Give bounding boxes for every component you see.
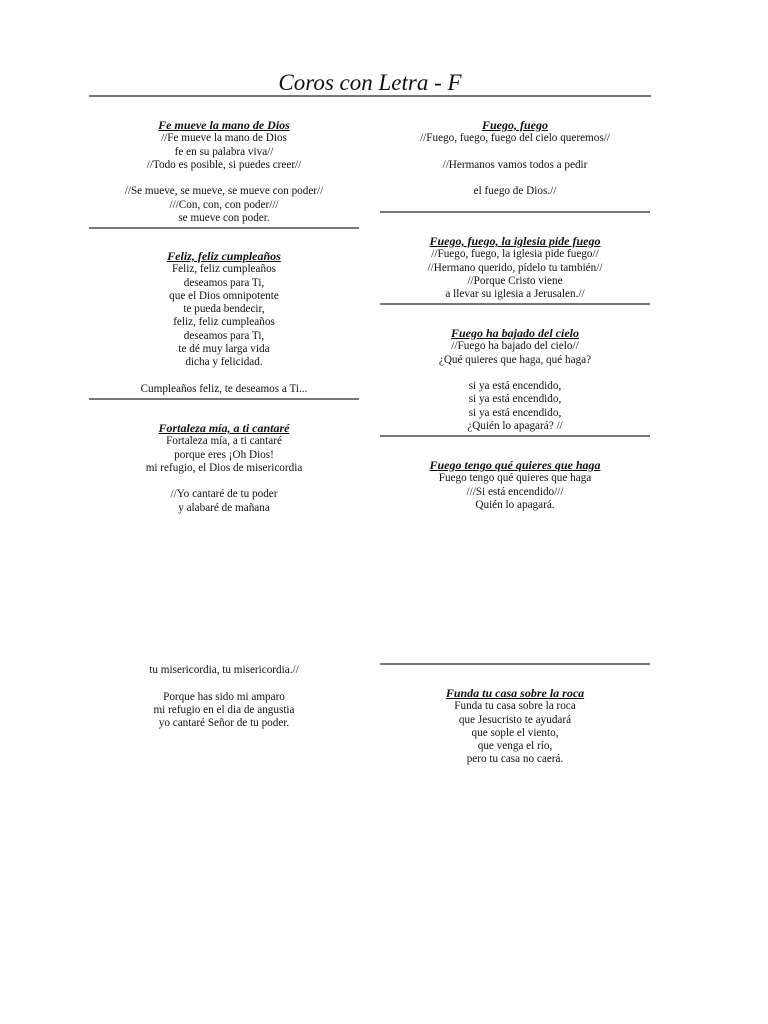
song-fuego-tengo bbox=[380, 459, 650, 512]
lyric-line: te dé muy larga vida bbox=[178, 343, 270, 356]
lyric-line: feliz, feliz cumpleaños bbox=[173, 316, 275, 329]
song-fuego-iglesia bbox=[380, 235, 650, 301]
song-title: Fortaleza mía, a ti cantaré bbox=[158, 421, 290, 435]
song-feliz-cumpleanos bbox=[89, 250, 359, 396]
lyric-line: //Fuego, fuego, la iglesia pide fuego// bbox=[431, 248, 599, 261]
lyric-line: ///Con, con, con poder/// bbox=[169, 198, 279, 211]
lyric-line: Quién lo apagará. bbox=[475, 498, 555, 511]
lyric-line: //Fuego ha bajado del cielo// bbox=[451, 340, 579, 353]
lyric-line bbox=[89, 172, 359, 185]
song-title: Fuego ha bajado del cielo bbox=[451, 326, 579, 340]
song-title: Fuego, fuego, la iglesia pide fuego bbox=[429, 234, 601, 248]
lyric-line: fe en su palabra viva// bbox=[174, 145, 274, 158]
lyric-line: y alabaré de mañana bbox=[178, 501, 270, 514]
lyric-line: //Se mueve, se mueve, se mueve con poder// bbox=[124, 185, 324, 198]
lyric-line: ///Si está encendido/// bbox=[466, 485, 564, 498]
lyric-line: yo cantaré Señor de tu poder. bbox=[158, 717, 290, 730]
lyric-line: el fuego de Dios.// bbox=[473, 185, 557, 198]
lyric-line: porque eres ¡Oh Dios! bbox=[174, 448, 274, 461]
lyric-line: Fuego tengo qué quieres que haga bbox=[438, 472, 592, 485]
song-funda-tu-casa bbox=[380, 687, 650, 767]
lyric-line bbox=[380, 146, 650, 159]
lyric-line: a llevar su iglesia a Jerusalen.// bbox=[445, 288, 585, 301]
lyric-line: Funda tu casa sobre la roca bbox=[454, 700, 576, 713]
lyric-line: Porque has sido mi amparo bbox=[163, 690, 285, 703]
song-title: Funda tu casa sobre la roca bbox=[445, 686, 585, 700]
divider bbox=[89, 398, 359, 400]
lyric-line: tu misericordia, tu misericordia.// bbox=[149, 664, 299, 676]
song-fuego-fuego bbox=[380, 119, 650, 199]
lyric-line: Cumpleaños feliz, te deseamos a Ti... bbox=[140, 382, 308, 395]
lyric-line: //Hermano querido, pídelo tu también// bbox=[427, 261, 603, 274]
lyric-line: si ya está encendido, bbox=[468, 393, 562, 406]
lyric-line: //Hermanos vamos todos a pedir bbox=[442, 158, 588, 171]
lyric-line: si ya está encendido, bbox=[468, 380, 562, 393]
song-fe-mueve bbox=[89, 119, 359, 225]
title-rule bbox=[89, 95, 651, 97]
lyric-line: deseamos para Ti, bbox=[183, 329, 265, 342]
lyric-line bbox=[89, 475, 359, 488]
divider bbox=[89, 227, 359, 229]
song-fuego-bajado bbox=[380, 327, 650, 433]
lyric-line: //Yo cantaré de tu poder bbox=[170, 488, 278, 501]
lyric-line: mi refugio, el Dios de misericordia bbox=[145, 461, 303, 474]
lyric-line: ¿Qué quieres que haga, qué haga? bbox=[438, 353, 592, 366]
lyric-line: deseamos para Ti, bbox=[183, 276, 265, 289]
lyric-line bbox=[89, 677, 359, 690]
lyric-line: si ya está encendido, bbox=[468, 406, 562, 419]
song-fortaleza-mia bbox=[89, 422, 359, 515]
song-title: Fuego tengo qué quieres que haga bbox=[429, 458, 601, 472]
page-title: Coros con Letra - F bbox=[278, 70, 462, 95]
song-title: Fuego, fuego bbox=[482, 118, 548, 132]
song-title: Feliz, feliz cumpleaños bbox=[167, 249, 281, 263]
lyric-line: Feliz, feliz cumpleaños bbox=[171, 263, 277, 276]
divider bbox=[380, 211, 650, 213]
lyric-line: Fortaleza mía, a ti cantaré bbox=[166, 435, 282, 448]
lyric-line: que sople el viento, bbox=[471, 726, 559, 739]
lyric-line: //Porque Cristo viene bbox=[467, 274, 563, 287]
lyric-line bbox=[89, 370, 359, 383]
lyric-line: que Jesucristo te ayudará bbox=[458, 713, 572, 726]
lyric-line: mi refugio en el dia de angustia bbox=[153, 703, 295, 716]
divider bbox=[380, 435, 650, 437]
song-title: Fe mueve la mano de Dios bbox=[158, 118, 290, 132]
divider bbox=[380, 303, 650, 305]
lyric-line: que el Dios omnipotente bbox=[169, 289, 279, 302]
lyric-line: te pueda bendecir, bbox=[183, 303, 265, 316]
lyric-line: pero tu casa no caerá. bbox=[466, 753, 564, 766]
lyric-line: dicha y felicidad. bbox=[185, 356, 263, 369]
lyric-line: se mueve con poder. bbox=[178, 212, 270, 225]
lyric-line bbox=[380, 172, 650, 185]
lyric-line bbox=[380, 367, 650, 380]
lyric-line: //Fe mueve la mano de Dios bbox=[161, 132, 287, 145]
lyric-line: //Todo es posible, si puedes creer// bbox=[146, 158, 302, 171]
lyric-line: //Fuego, fuego, fuego del cielo queremos// bbox=[420, 132, 610, 145]
song-fortaleza-mia-cont bbox=[89, 664, 359, 730]
lyric-line: que venga el río, bbox=[477, 740, 553, 753]
lyric-line: ¿Quién lo apagará? // bbox=[467, 420, 563, 433]
divider bbox=[380, 663, 650, 665]
